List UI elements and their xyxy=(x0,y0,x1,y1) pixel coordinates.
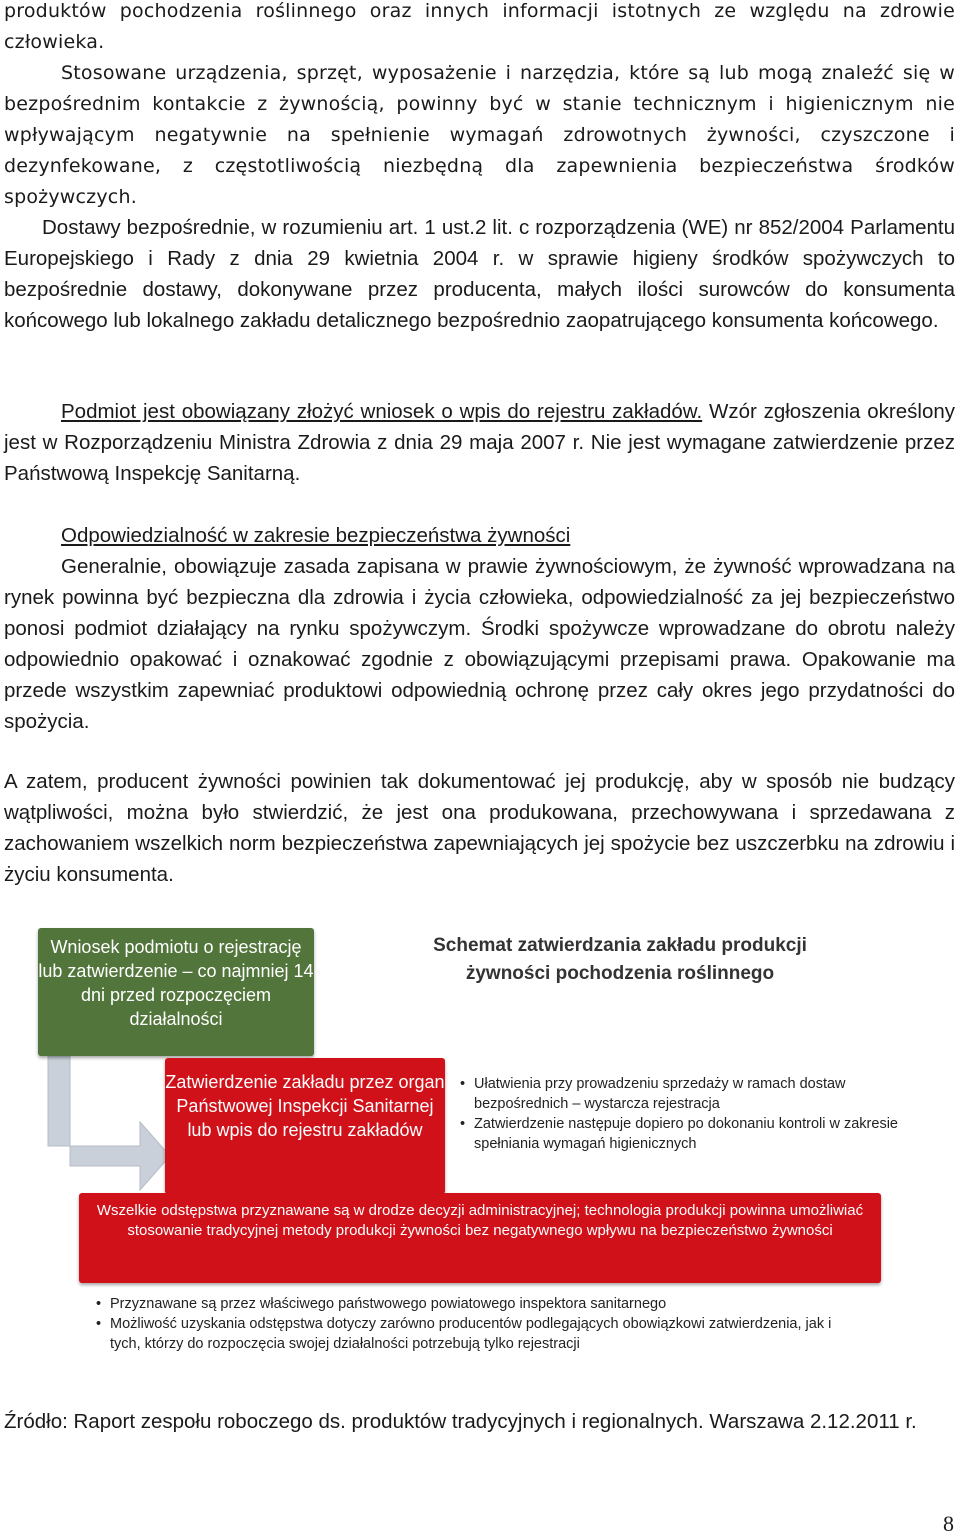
list-item: • Zatwierdzenie następuje dopiero po dokonaniu kontroli w zakresie spełniania wymagań higienicznych xyxy=(460,1114,900,1154)
derogations-notes-list xyxy=(96,1294,856,1354)
paragraph-direct-supplies: Dostawy bezpośrednie, w rozumieniu art. 1 ust.2 lit. c rozporządzenia (WE) nr 852/2004 Parlamentu Europejskiego i Rady z dnia 29 kwietnia 2004 r. w sprawie higieny środków spożywczych to bezpośrednie dostawy, dokonywane przez producenta, małych ilości surowców do konsumenta końcowego lub lokalnego zakładu detalicznego bezpośrednio zaopatrującego konsumenta końcowego. xyxy=(4,216,955,332)
approval-box: Zatwierdzenie zakładu przez organ Państwowej Inspekcji Sanitarnej lub wpis do rejestru zakładów xyxy=(165,1058,445,1194)
paragraph-food-safety-principle: Generalnie, obowiązuje zasada zapisana w prawie żywnościowym, że żywność wprowadzana na rynek powinna być bezpieczna dla zdrowia i życia człowieka, odpowiedzialność za jej bezpieczeństwo ponosi podmiot działający na rynku spożywczym. Środki spożywcze wprowadzane do obrotu należy odpowiednio opakować i oznakować zgodnie z obowiązującymi przepisami prawa. Opakowanie ma przede wszystkim zapewniać produktowi odpowiednią ochronę przez cały okres jego przydatności do spożycia. xyxy=(4,555,955,733)
list-item: • Przyznawane są przez właściwego państwowego powiatowego inspektora sanitarnego xyxy=(96,1294,856,1314)
paragraph-intro-continuation: produktów pochodzenia roślinnego oraz innych informacji istotnych ze względu na zdrowie człowieka. xyxy=(4,0,955,53)
section-heading-food-safety xyxy=(4,520,955,551)
approval-scheme-diagram xyxy=(0,918,960,1398)
registration-requirement-underlined: Podmiot jest obowiązany złożyć wniosek o wpis do rejestru zakładów. xyxy=(61,400,703,423)
diagram-title-line-1: Schemat zatwierdzania zakładu produkcji xyxy=(433,935,807,956)
paragraph-documentation: A zatem, producent żywności powinien tak dokumentować jej produkcję, aby w sposób nie budzący wątpliwości, można było stwierdzić, że jest ona produkowana, przechowywana i sprzedawana z zachowaniem wszelkich norm bezpieczeństwa zapewniających jej spożycie bez uszczerbku na zdrowiu i życiu konsumenta. xyxy=(4,770,955,886)
paragraph-equipment-hygiene: Stosowane urządzenia, sprzęt, wyposażenie i narzędzia, które są lub mogą znaleźć się w bezpośrednim kontakcie z żywnością, powinny być w stanie technicznym i higienicznym nie wpływającym negatywnie na spełnienie wymagań zdrowotnych żywności, czyszczone i dezynfekowane, z częstotliwością niezbędną dla zapewnienia bezpieczeństwa środków spożywczych. xyxy=(4,62,955,208)
diagram-title xyxy=(380,932,860,988)
list-item: • Możliwość uzyskania odstępstwa dotyczy zarówno producentów podlegających obowiązkowi zatwierdzenia, jak i tych, którzy do rozpoczęcia swojej działalności potrzebują tylko rejestracji xyxy=(96,1314,856,1354)
approval-notes-list xyxy=(460,1074,900,1154)
section-heading-text: Odpowiedzialność w zakresie bezpieczeństwa żywności xyxy=(61,524,571,547)
source-citation: Źródło: Raport zespołu roboczego ds. produktów tradycyjnych i regionalnych. Warszawa 2.12.2011 r. xyxy=(4,1410,917,1433)
page-number: 8 xyxy=(943,1511,954,1536)
diagram-title-line-2: żywności pochodzenia roślinnego xyxy=(465,963,775,984)
registration-details: Wzór zgłoszenia określony jest w Rozporządzeniu Ministra Zdrowia z dnia 29 maja 2007 r. Nie jest wymagane zatwierdzenie przez Państwową Inspekcję Sanitarną. xyxy=(4,400,955,485)
paragraph-registration xyxy=(4,396,955,489)
derogations-box: Wszelkie odstępstwa przyznawane są w drodze decyzji administracyjnej; technologia produkcji powinna umożliwiać stosowanie tradycyjnej metody produkcji żywności bez negatywnego wpływu na bezpieczeństwo żywności xyxy=(79,1193,881,1283)
application-box: Wniosek podmiotu o rejestrację lub zatwierdzenie – co najmniej 14 dni przed rozpoczęciem działalności xyxy=(38,928,314,1056)
list-item: • Ułatwienia przy prowadzeniu sprzedaży w ramach dostaw bezpośrednich – wystarcza rejestracja xyxy=(460,1074,900,1114)
